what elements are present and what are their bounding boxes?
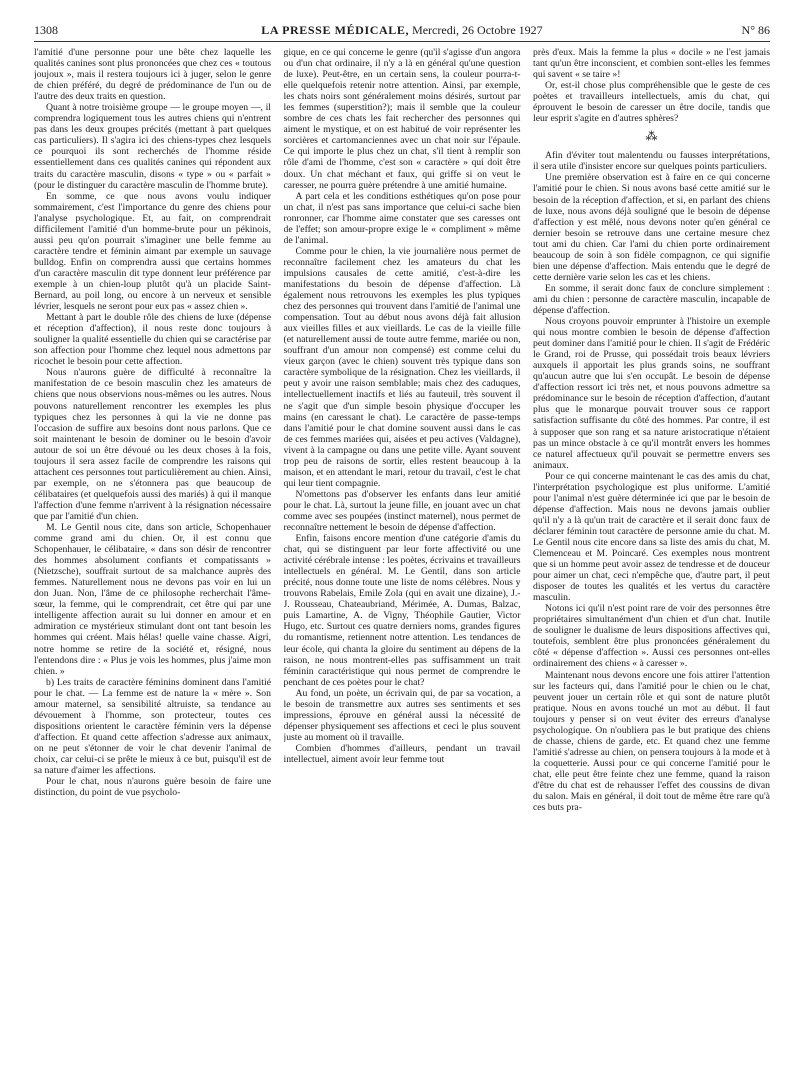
paragraph: Or, est-il chose plus compréhensible que le geste de ces poètes et travailleurs intellectuels, amis du chat, qui éprouvent le besoin de caresser un être docile, tandis que leur esprit s'agite en d'autres sphères? <box>533 80 770 125</box>
page-header <box>34 22 770 38</box>
issue-date: Mercredi, 26 Octobre 1927 <box>409 23 543 37</box>
paragraph: Une première observation est à faire en ce qui concerne l'amitié pour le chien. Si nous avons basé cette amitié sur le besoin de la réception d'affection, et si, en parlant des chiens de luxe, nous avons déjà souligné que le besoin de dépense d'affection y est mêlé, nous devons noter qu'en général ce dernier besoin se retrouve dans une certaine mesure chez tout ami du chien. Car l'ami du chien porte ordinairement beaucoup de soin à son fidèle compagnon, ce qui signifie bien une dépense d'affection. Mais entendu que le degré de cette dernière varie selon les cas et les chiens. <box>533 172 770 283</box>
paragraph: b) Les traits de caractère féminins dominent dans l'amitié pour le chat. — La femme est de nature la « mère ». Son amour maternel, sa sensibilité altruiste, sa tendance au dévouement à l'homme, son protecteur, toutes ces dispositions orientent le caractère féminin vers la dépense d'affection. Et quand cette affection s'adresse aux animaux, on ne peut s'étonner de voir le chat devenir l'animal de choix, car celui-ci se prête le mieux à ce but, puisqu'il est de sa nature d'aimer les affections. <box>34 676 271 777</box>
paragraph: Pour ce qui concerne maintenant le cas des amis du chat, l'interprétation psychologique est plus uniforme. L'amitié pour l'animal n'est guère déterminée ici que par le besoin de dépense d'affection. Mais nous ne devons jamais oublier qu'il n'y a là qu'un trait de caractère et il serait donc faux de déclarer féminin tout caractère de personne amie du chat. M. Le Gentil nous cite encore dans sa liste des amis du chat, M. Clemenceau et M. Poincaré. Ces exemples nous montrent que si un homme peut avoir assez de tendresse et de douceur pour aimer un chat, ceci n'empêche que, d'autre part, il peut disposer de toutes les qualités et les vertus du caractère masculin. <box>533 470 770 604</box>
paragraph: A part cela et les conditions esthétiques qu'on pose pour un chat, il n'est pas sans importance que celui-ci sache bien ronronner, car l'homme aime constater que ses caresses ont de l'effet; son amour-propre exige le « compliment » même de l'animal. <box>283 190 521 246</box>
paragraph: Notons ici qu'il n'est point rare de voir des personnes être propriétaires simultanément d'un chien et d'un chat. Inutile de souligner le dualisme de leurs dispositions affectives qui, toutefois, semblent être plus prononcées généralement du côté « dépense d'affection ». Aussi ces personnes ont-elles ordinairement des chiens « à caresser ». <box>533 603 770 670</box>
paragraph: l'amitié d'une personne pour une bête chez laquelle les qualités canines sont plus prononcées que chez ces « toutous joujoux », mais il restera toujours ici à juger, selon le genre de chien préféré, du degré de prédominance de l'un ou de l'autre des deux traits en question. <box>34 47 271 103</box>
paragraph: En somme, il serait donc faux de conclure simplement : ami du chien : personne de caractère masculin, incapable de dépense d'affection. <box>533 282 770 316</box>
paragraph: Combien d'hommes d'ailleurs, pendant un travail intellectuel, aiment avoir leur femme tout <box>283 742 521 765</box>
paragraph: Mettant à part le double rôle des chiens de luxe (dépense et réception d'affection), il nous reste donc toujours à souligner la qualité essentielle du chien qui se caractérise par son affection pour l'homme chez lequel nous admettons par ricochet le besoin pour cette affection. <box>34 312 271 368</box>
running-title <box>34 22 770 38</box>
paragraph: Quant à notre troisième groupe — le groupe moyen —, il comprendra logiquement tous les autres chiens qui n'entrent pas dans les deux groupes précités (mettant à part quelques cas particuliers). Il s'agira ici des chiens-types chez lesquels ce pourquoi ils sont recherchés de l'homme réside essentiellement dans ces qualités canines qui répondent aux traits du caractère masculin, disons « type » ou « parfait » (pour le distinguer du caractère masculin de l'homme brute). <box>34 102 271 191</box>
paragraph: Afin d'éviter tout malentendu ou fausses interprétations, il sera utile d'insister encore sur quelques points particuliers. <box>533 150 770 173</box>
column-left <box>34 47 271 1078</box>
paragraph: Comme pour le chien, la vie journalière nous permet de reconnaître facilement chez les amateurs du chat les impulsions causales de cette amitié, c'est-à-dire les manifestations du besoin de dépense d'affection. Là également nous retrouvons les exemples les plus typiques chez des personnes qui trouvent dans l'amitié de l'animal une compensation. Tout au début nous avons déjà fait allusion aux vieilles filles et aux vieillards. Le cas de la vieille fille (et naturellement aussi de toute autre femme, mariée ou non, souffrant d'un amour non compensé) est comme celui du vieux garçon (avec le chien) souvent très typique dans son caractère symbolique de la résignation. Chez les vieillards, il peut y avoir une raison semblable; mais chez des caduques, intellectuellement inactifs et liés au fauteuil, très souvent il ne s'agit que d'un simple besoin physique d'occuper les mains (en caressant le chat). Le caractère de passe-temps dans l'amitié pour le chat domine souvent aussi dans le cas de ces femmes mariées qui, aisées et peu actives (Valdagne), vivent à la campagne ou dans une petite ville. Ayant souvent trop peu de raisons de sortir, elles restent beaucoup à la maison, et en attendant le mari, retour du travail, c'est le chat qui leur tient compagnie. <box>283 245 521 489</box>
paragraph: En somme, ce que nous avons voulu indiquer sommairement, c'est l'importance du genre des chiens pour l'analyse psychologique. Et, au fait, on comprendrait difficilement l'amitié d'un homme-brute pour un pékinois, aussi peu qu'on pourrait s'imaginer une belle femme au caractère tendre et féminin aimant par exemple un sauvage bulldog. Enfin on comprendra aussi que certains hommes d'un caractère masculin dit type donnent leur préférence par exemple à un chien-loup plutôt qu'à un placide Saint-Bernard, au poil long, ou encore à un nerveux et sensible lévrier, lesquels ne seront pour eux pas « assez chien ». <box>34 190 271 313</box>
page-number: 1308 <box>34 23 58 37</box>
paragraph: Au fond, un poète, un écrivain qui, de par sa vocation, a le besoin de transmettre aux autres ses sentiments et ses impressions, éprouve en général aussi la nécessité de dépenser physiquement ses affections et ceci le plus souvent juste au moment où il travaille. <box>283 687 521 743</box>
article-body <box>34 47 770 1078</box>
paragraph: gique, en ce qui concerne le genre (qu'il s'agisse d'un angora ou d'un chat ordinaire, il n'y a là en général qu'une question de luxe). Peut-être, en un certain sens, la couleur pourra-t-elle quelquefois retenir notre attention. Ainsi, par exemple, les chats noirs sont généralement moins désirés, surtout par les femmes (superstition?); mais il semble que la couleur sombre de ces chats les fait rechercher des personnes qui aiment le mystique, et on est habitué de voir représenter les sorcières et cartomanciennes avec un chat noir sur l'épaule. Ce qui importe le plus chez un chat, s'il tient à remplir son rôle d'ami de l'homme, c'est son « caractère » qui doit être doux. Un chat méchant et faux, qui griffe si on veut le caresser, ne pourra guère prétendre à une amitié humaine. <box>283 47 521 191</box>
section-separator-asterism: ⁂ <box>645 129 658 144</box>
paragraph: Pour le chat, nous n'aurons guère besoin de faire une distinction, du point de vue psycholo- <box>34 776 271 799</box>
paragraph: Enfin, faisons encore mention d'une catégorie d'amis du chat, qui se distinguent par leur forte affectivité ou une activité cérébrale intense : les poètes, écrivains et travailleurs intellectuels en général. M. Le Gentil, dans son article précité, nous donne toute une liste de noms célèbres. Nous y trouvons Rabelais, Emile Zola (qui en avait une dizaine), J.-J. Rousseau, Chateaubriand, Mérimée, A. Dumas, Balzac, puis Lamartine, A. de Vigny, Théophile Gautier, Victor Hugo, etc. Surtout ces quatre derniers noms, grandes figures du romantisme, retiennent notre attention. Les tendances de leur école, qui chanta la gloire du sentiment au dépens de la raison, ne nous montrent-elles pas suffisamment un trait féminin caractéristique qui nous permet de comprendre le penchant de ces poètes pour le chat? <box>283 533 521 688</box>
issue-number: N° 86 <box>741 23 770 37</box>
column-middle <box>284 47 521 1078</box>
paragraph: N'omettons pas d'observer les enfants dans leur amitié pour le chat. Là, surtout la jeune fille, en jouant avec un chat comme avec ses poupées (instinct maternel), nous permet de reconnaître nettement le besoin de dépense d'affection. <box>283 488 521 534</box>
header-rule <box>34 41 770 42</box>
paragraph: près d'eux. Mais la femme la plus « docile » ne l'est jamais tant qu'un être inconscient, et combien sont-elles les femmes qui savent « se taire »! <box>533 47 770 81</box>
paragraph: M. Le Gentil nous cite, dans son article, Schopenhauer comme grand ami du chien. Or, il est connu que Schopenhauer, le célibataire, « dans son désir de rencontrer des hommes absolument confiants et compatissants » (Nietzsche), souffrait surtout de sa malchance auprès des femmes. Naturellement nous ne devons pas voir en lui un don Juan. Non, l'âme de ce philosophe recherchait l'âme-sœur, la femme, qui le comprendrait, cet être qui par une intelligente affection aurait su lui donner en amour et en admiration ce mystérieux stimulant dont ont tant besoin les hommes qui créent. Mais hélas! quelle vaine chasse. Aigri, notre homme se retire de la société et, résigné, nous l'entendons dire : « Plus je vois les hommes, plus j'aime mon chien. » <box>34 522 271 677</box>
paragraph: Nous croyons pouvoir emprunter à l'histoire un exemple qui nous montre combien le besoin de dépense d'affection peut dominer dans l'amitié pour le chien. Il s'agit de Frédéric le Grand, roi de Prusse, qui possédait trois beaux lévriers auxquels il apportait les plus grands soins, ne souffrant qu'aucun autre que lui s'en occupât. Le besoin de dépense d'affection ressort ici très net, et nous pouvons admettre sa prédominance sur le besoin de réception d'affection, d'autant plus que le monarque pouvait trouver sous ce rapport satisfaction suffisante du côté des hommes. Par contre, il est à supposer que son rang et sa nature aristocratique n'étaient pas un mince obstacle à ce qu'il montrât envers les hommes ce naturel affectueux qu'il pouvait se permettre envers ses animaux. <box>533 316 770 471</box>
journal-title: LA PRESSE MÉDICALE, <box>261 23 410 37</box>
paragraph: Maintenant nous devons encore une fois attirer l'attention sur les facteurs qui, dans l'amitié pour le chien ou le chat, peuvent jouer un certain rôle et qui sont de nature plutôt pratique. Nous en avons touché un mot au début. Il faut toujours y penser si on veut éviter des erreurs d'analyse psychologique. On n'oubliera pas le but pratique des chiens de chasse, chiens de garde, etc. Et quand chez une femme l'amitié s'adresse au chien, on pensera toujours à la mode et à la coquetterie. Aussi pour ce qui concerne l'amitié pour le chat, elle peut être feinte chez une femme, quand la raison d'être du chat est de rehausser l'effet des coussins de divan du salon. Mais en général, il doit tout de même être rare qu'à ces buts pra- <box>533 669 770 814</box>
column-right <box>533 47 770 1078</box>
paragraph: Nous n'aurons guère de difficulté à reconnaître la manifestation de ce besoin masculin chez les amateurs de chiens que nous observions nous-mêmes ou les autres. Nous pouvons naturellement rencontrer les exemples les plus typiques chez les personnes à qui la vie ne donne pas l'occasion de suffire aux besoins dont nous parlons. Que ce soit maintenant le besoin de dominer ou le besoin d'avoir autour de soi un être dévoué ou les deux choses à la fois, toujours il sera assez facile de comprendre les raisons qui attachent ces personnes tout particulièrement au chien. Ainsi, par exemple, on ne s'étonnera pas que beaucoup de célibataires (et quelquefois aussi des mariés) à qui il manque l'affection d'une femme n'arrivent à la résignation nécessaire que par l'amitié d'un chien. <box>34 367 271 522</box>
